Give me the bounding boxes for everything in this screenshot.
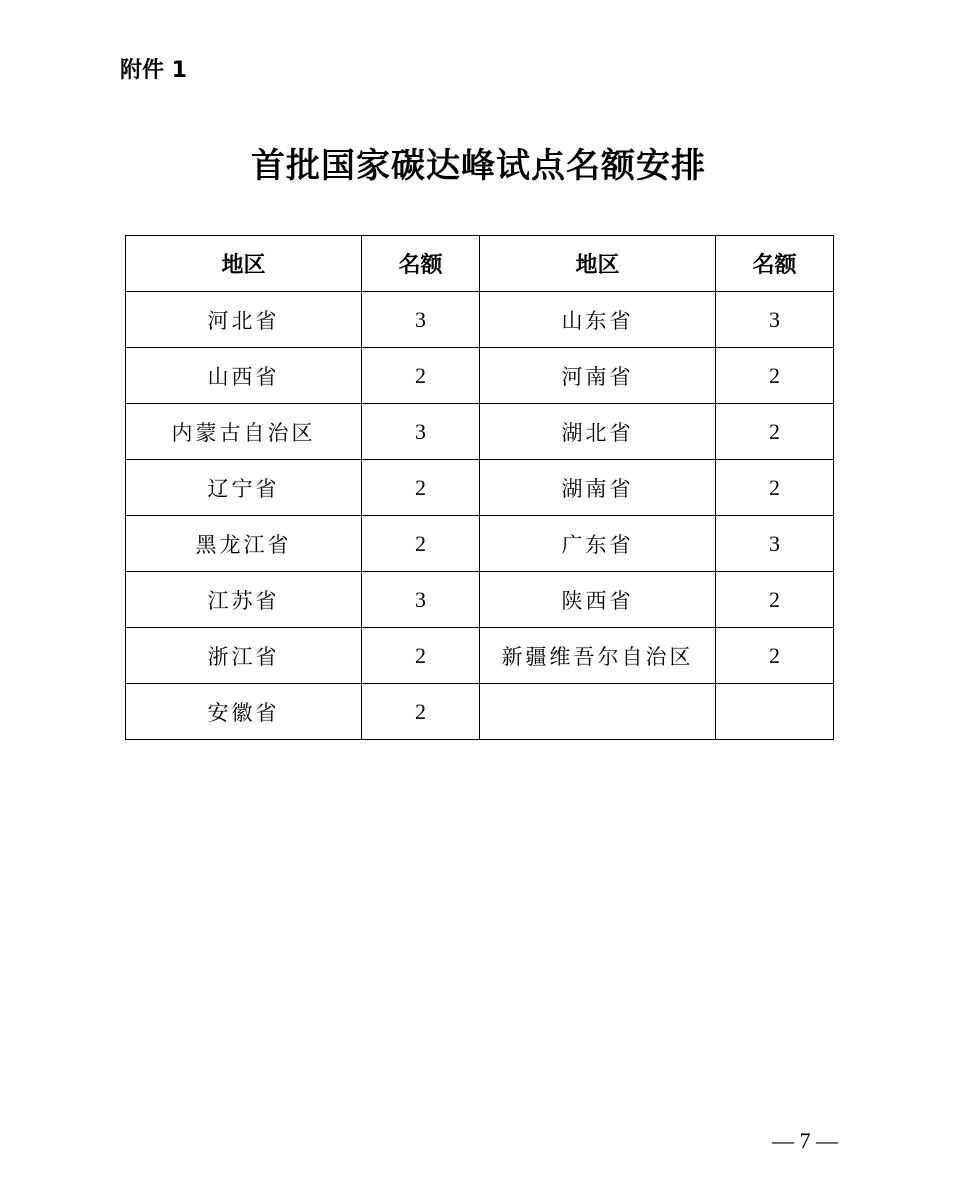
page-number: — 7 — <box>772 1128 838 1153</box>
table-row <box>126 292 834 348</box>
quota-cell: 3 <box>716 292 834 348</box>
attachment-label: 附件 1 <box>120 58 187 83</box>
quota-table <box>125 235 834 740</box>
region-cell: 黑龙江省 <box>126 516 362 572</box>
region-cell: 河南省 <box>480 348 716 404</box>
table-row <box>126 348 834 404</box>
region-cell: 江苏省 <box>126 572 362 628</box>
quota-cell: 2 <box>362 628 480 684</box>
region-cell: 湖北省 <box>480 404 716 460</box>
table-row <box>126 404 834 460</box>
table-row <box>126 572 834 628</box>
region-cell: 湖南省 <box>480 460 716 516</box>
region-cell: 陕西省 <box>480 572 716 628</box>
quota-cell: 3 <box>362 404 480 460</box>
quota-cell: 2 <box>362 516 480 572</box>
region-cell: 内蒙古自治区 <box>126 404 362 460</box>
region-cell: 山西省 <box>126 348 362 404</box>
table-row <box>126 516 834 572</box>
quota-cell: 2 <box>362 348 480 404</box>
table-header-row <box>126 236 834 292</box>
header-quota-right: 名额 <box>716 236 834 292</box>
quota-cell: 3 <box>362 292 480 348</box>
table-row <box>126 628 834 684</box>
table-row <box>126 460 834 516</box>
quota-cell: 2 <box>716 572 834 628</box>
header-region-left: 地区 <box>126 236 362 292</box>
quota-cell: 2 <box>362 460 480 516</box>
quota-cell: 2 <box>716 404 834 460</box>
quota-cell: 2 <box>362 684 480 740</box>
table-row <box>126 684 834 740</box>
region-cell: 辽宁省 <box>126 460 362 516</box>
region-cell: 山东省 <box>480 292 716 348</box>
quota-cell: 2 <box>716 628 834 684</box>
region-cell: 新疆维吾尔自治区 <box>480 628 716 684</box>
quota-cell: 2 <box>716 348 834 404</box>
region-cell: 浙江省 <box>126 628 362 684</box>
quota-cell: 3 <box>716 516 834 572</box>
region-cell-empty <box>480 684 716 740</box>
header-region-right: 地区 <box>480 236 716 292</box>
region-cell: 广东省 <box>480 516 716 572</box>
region-cell: 安徽省 <box>126 684 362 740</box>
quota-cell: 3 <box>362 572 480 628</box>
page-title: 首批国家碳达峰试点名额安排 <box>251 146 706 186</box>
header-quota-left: 名额 <box>362 236 480 292</box>
quota-cell-empty <box>716 684 834 740</box>
quota-cell: 2 <box>716 460 834 516</box>
region-cell: 河北省 <box>126 292 362 348</box>
